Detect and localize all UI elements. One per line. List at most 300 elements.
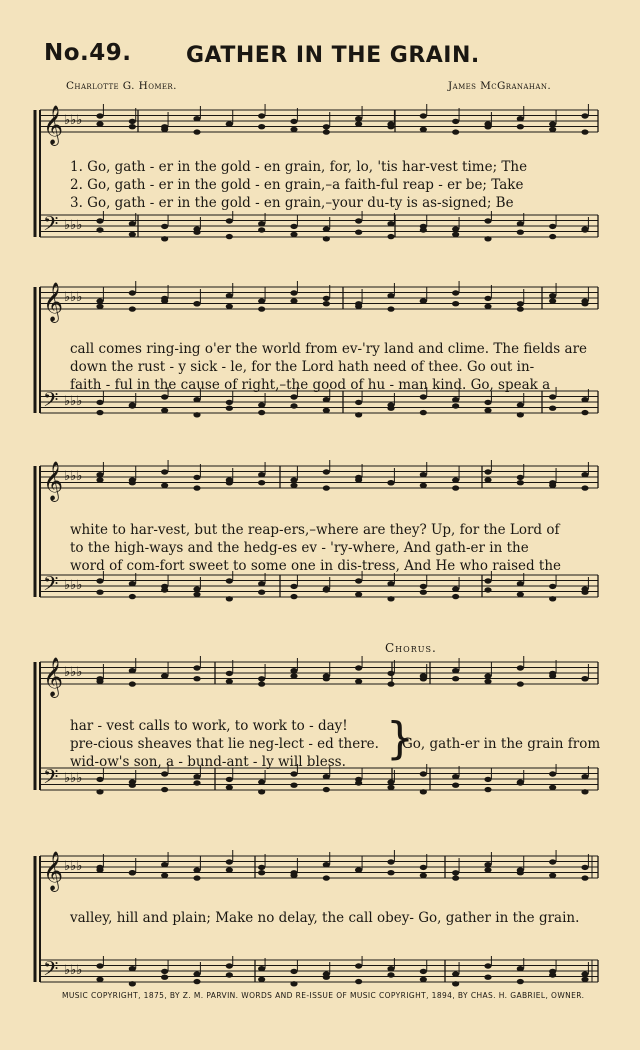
notehead <box>549 127 556 132</box>
notehead <box>387 406 394 411</box>
hymn-title: GATHER IN THE GRAIN. <box>186 43 480 68</box>
notehead <box>323 408 330 413</box>
notehead <box>581 865 588 870</box>
notehead <box>452 586 459 591</box>
notehead <box>484 296 491 301</box>
notehead <box>355 665 362 670</box>
notehead <box>452 594 459 599</box>
notehead <box>129 480 136 485</box>
notehead <box>193 475 200 480</box>
notehead <box>129 306 136 311</box>
notehead <box>193 301 200 306</box>
notehead <box>387 785 394 790</box>
notehead <box>96 298 103 303</box>
notehead <box>161 408 168 413</box>
notehead <box>161 787 168 792</box>
notehead <box>129 783 136 788</box>
notehead <box>581 676 588 681</box>
notehead <box>484 867 491 872</box>
notehead <box>193 665 200 670</box>
notehead <box>290 969 297 974</box>
bass-clef: 𝄢 <box>43 572 59 600</box>
notehead <box>290 224 297 229</box>
notehead <box>517 116 524 121</box>
notehead <box>549 771 556 776</box>
notehead <box>258 410 265 415</box>
notehead <box>96 578 103 583</box>
notehead <box>484 236 491 241</box>
notehead <box>452 981 459 986</box>
notehead <box>517 412 524 417</box>
notehead <box>517 230 524 235</box>
notehead <box>258 865 265 870</box>
notehead <box>420 127 427 132</box>
notehead <box>290 783 297 788</box>
notehead <box>96 472 103 477</box>
lyric-line: call comes ring-ing o'er the world from ev-'ry land and clime. The fields are <box>70 341 588 357</box>
bass-clef: 𝄢 <box>43 212 59 240</box>
key-signature: ♭♭♭ <box>64 665 83 680</box>
notehead <box>96 867 103 872</box>
notehead <box>420 673 427 678</box>
lyric-line: har - vest calls to work, to work to - day! <box>70 718 348 734</box>
notehead <box>549 224 556 229</box>
notehead <box>226 867 233 872</box>
lyric-line: down the rust - y sick - le, for the Lord hath need of thee. Go out in- <box>70 359 535 375</box>
notehead <box>517 402 524 407</box>
notehead <box>484 787 491 792</box>
verse-brace: } <box>386 713 414 764</box>
notehead <box>355 230 362 235</box>
notehead <box>226 406 233 411</box>
lyric-line: white to har-vest, but the reap-ers,–where are they? Up, for the Lord of <box>70 522 560 538</box>
notehead <box>129 870 136 875</box>
notehead <box>226 304 233 309</box>
author-credit: Charlotte G. Homer. <box>66 80 177 92</box>
notehead <box>258 227 265 232</box>
notehead <box>258 221 265 226</box>
notehead <box>96 113 103 118</box>
notehead <box>193 971 200 976</box>
notehead <box>258 402 265 407</box>
treble-clef: 𝄞 <box>43 461 64 501</box>
notehead <box>290 981 297 986</box>
notehead <box>193 780 200 785</box>
notehead <box>193 129 200 134</box>
notehead <box>258 789 265 794</box>
notehead <box>517 592 524 597</box>
notehead <box>420 590 427 595</box>
key-signature: ♭♭♭ <box>64 963 83 978</box>
notehead <box>290 584 297 589</box>
lyric-line: to the high-ways and the hedg-es ev - 'ry-where, And gath-er in the <box>70 540 529 556</box>
notehead <box>355 412 362 417</box>
notehead <box>581 971 588 976</box>
notehead <box>581 977 588 982</box>
notehead <box>96 777 103 782</box>
notehead <box>129 290 136 295</box>
treble-clef: 𝄞 <box>43 851 64 891</box>
notehead <box>420 771 427 776</box>
notehead <box>161 975 168 980</box>
notehead <box>420 410 427 415</box>
notehead <box>549 873 556 878</box>
notehead <box>355 304 362 309</box>
notehead <box>161 673 168 678</box>
notehead <box>323 236 330 241</box>
notehead <box>452 226 459 231</box>
notehead <box>193 867 200 872</box>
notehead <box>193 676 200 681</box>
notehead <box>161 298 168 303</box>
notehead <box>420 865 427 870</box>
notehead <box>290 403 297 408</box>
notehead <box>452 397 459 402</box>
notehead <box>129 594 136 599</box>
notehead <box>226 234 233 239</box>
notehead <box>581 129 588 134</box>
notehead <box>323 862 330 867</box>
notehead <box>387 870 394 875</box>
key-signature: ♭♭♭ <box>64 771 83 786</box>
notehead <box>452 290 459 295</box>
notehead <box>96 218 103 223</box>
notehead <box>96 400 103 405</box>
notehead <box>484 578 491 583</box>
notehead <box>452 119 459 124</box>
notehead <box>387 124 394 129</box>
notehead <box>226 293 233 298</box>
notehead <box>129 403 136 408</box>
hymn-number: No.49. <box>44 40 132 66</box>
notehead <box>258 676 265 681</box>
notehead <box>581 472 588 477</box>
notehead <box>355 578 362 583</box>
notehead <box>96 789 103 794</box>
notehead <box>323 469 330 474</box>
notehead <box>517 979 524 984</box>
notehead <box>517 581 524 586</box>
notehead <box>452 971 459 976</box>
notehead <box>420 472 427 477</box>
notehead <box>355 400 362 405</box>
notehead <box>549 972 556 977</box>
notehead <box>484 469 491 474</box>
notehead <box>581 113 588 118</box>
notehead <box>96 963 103 968</box>
notehead <box>387 306 394 311</box>
notehead <box>484 121 491 126</box>
notehead <box>161 483 168 488</box>
notehead <box>129 681 136 686</box>
notehead <box>484 963 491 968</box>
notehead <box>290 771 297 776</box>
notehead <box>355 116 362 121</box>
lyric-line: 1. Go, gath - er in the gold - en grain, for, lo, 'tis har-vest time; The <box>70 159 528 175</box>
notehead <box>161 862 168 867</box>
notehead <box>258 472 265 477</box>
notehead <box>581 875 588 880</box>
notehead <box>517 966 524 971</box>
notehead <box>96 121 103 126</box>
notehead <box>226 859 233 864</box>
notehead <box>420 873 427 878</box>
notehead <box>581 301 588 306</box>
notehead <box>323 676 330 681</box>
notehead <box>517 124 524 129</box>
notehead <box>290 477 297 482</box>
notehead <box>387 596 394 601</box>
notehead <box>581 227 588 232</box>
notehead <box>387 779 394 784</box>
notehead <box>420 394 427 399</box>
notehead <box>258 306 265 311</box>
notehead <box>129 981 136 986</box>
notehead <box>484 477 491 482</box>
notehead <box>517 301 524 306</box>
lyric-line: pre-cious sheaves that lie neg-lect - ed there. <box>70 736 379 752</box>
notehead <box>290 873 297 878</box>
notehead <box>258 124 265 129</box>
notehead <box>387 859 394 864</box>
lyric-line: wid-ow's son, a - bund-ant - ly will bless. <box>70 754 346 770</box>
notehead <box>355 679 362 684</box>
notehead <box>581 397 588 402</box>
notehead <box>161 771 168 776</box>
notehead <box>581 590 588 595</box>
notehead <box>484 408 491 413</box>
chorus-lyric: Go, gath-er in the grain from <box>402 736 601 752</box>
notehead <box>226 972 233 977</box>
notehead <box>420 298 427 303</box>
key-signature: ♭♭♭ <box>64 394 83 409</box>
lyric-line: faith - ful in the cause of right,–the good of hu - man kind. Go, speak a <box>70 377 551 393</box>
notehead <box>96 679 103 684</box>
notehead <box>129 119 136 124</box>
notehead <box>161 587 168 592</box>
notehead <box>96 590 103 595</box>
notehead <box>161 127 168 132</box>
notehead <box>420 483 427 488</box>
notehead <box>549 673 556 678</box>
notehead <box>549 584 556 589</box>
notehead <box>420 113 427 118</box>
notehead <box>226 671 233 676</box>
composer-credit: James McGranahan. <box>448 80 552 92</box>
notehead <box>226 785 233 790</box>
lyric-line: 3. Go, gath - er in the gold - en grain,–your du-ty is as-signed; Be <box>70 195 514 211</box>
lyric-line: word of com-fort sweet to some one in dis-tress, And He who raised the <box>70 558 562 574</box>
notehead <box>193 979 200 984</box>
notehead <box>452 875 459 880</box>
notehead <box>387 221 394 226</box>
notehead <box>581 774 588 779</box>
notehead <box>161 469 168 474</box>
notehead <box>226 121 233 126</box>
notehead <box>549 298 556 303</box>
notehead <box>193 875 200 880</box>
notehead <box>420 227 427 232</box>
notehead <box>323 787 330 792</box>
notehead <box>290 394 297 399</box>
notehead <box>323 774 330 779</box>
notehead <box>452 870 459 875</box>
notehead <box>96 410 103 415</box>
notehead <box>129 221 136 226</box>
notehead <box>290 668 297 673</box>
key-signature: ♭♭♭ <box>64 578 83 593</box>
notehead <box>549 859 556 864</box>
notehead <box>420 969 427 974</box>
notehead <box>517 221 524 226</box>
notehead <box>549 394 556 399</box>
notehead <box>258 480 265 485</box>
notehead <box>517 665 524 670</box>
notehead <box>517 480 524 485</box>
notehead <box>161 394 168 399</box>
notehead <box>226 596 233 601</box>
notehead <box>290 298 297 303</box>
notehead <box>193 397 200 402</box>
notehead <box>355 121 362 126</box>
notehead <box>193 116 200 121</box>
lyric-line: 2. Go, gath - er in the gold - en grain,–a faith-ful reap - er be; Take <box>70 177 524 193</box>
notehead <box>290 119 297 124</box>
lyric-line: valley, hill and plain; Make no delay, the call obey- Go, gather in the grain. <box>70 910 580 926</box>
notehead <box>484 304 491 309</box>
notehead <box>452 301 459 306</box>
notehead <box>193 485 200 490</box>
notehead <box>452 668 459 673</box>
notehead <box>484 400 491 405</box>
notehead <box>226 777 233 782</box>
notehead <box>517 475 524 480</box>
notehead <box>355 963 362 968</box>
notehead <box>323 587 330 592</box>
notehead <box>161 969 168 974</box>
key-signature: ♭♭♭ <box>64 113 83 128</box>
notehead <box>290 232 297 237</box>
notehead <box>420 789 427 794</box>
notehead <box>387 966 394 971</box>
notehead <box>420 977 427 982</box>
notehead <box>387 480 394 485</box>
notehead <box>355 979 362 984</box>
notehead <box>581 789 588 794</box>
notehead <box>581 485 588 490</box>
notehead <box>355 477 362 482</box>
notehead <box>355 867 362 872</box>
notehead <box>290 594 297 599</box>
notehead <box>484 673 491 678</box>
notehead <box>226 400 233 405</box>
notehead <box>323 975 330 980</box>
notehead <box>387 581 394 586</box>
notehead <box>323 129 330 134</box>
notehead <box>129 232 136 237</box>
notehead <box>129 124 136 129</box>
treble-clef: 𝄞 <box>43 282 64 322</box>
notehead <box>193 412 200 417</box>
notehead <box>193 592 200 597</box>
notehead <box>323 124 330 129</box>
notehead <box>96 477 103 482</box>
notehead <box>258 966 265 971</box>
notehead <box>129 668 136 673</box>
key-signature: ♭♭♭ <box>64 218 83 233</box>
notehead <box>452 485 459 490</box>
key-signature: ♭♭♭ <box>64 469 83 484</box>
key-signature: ♭♭♭ <box>64 859 83 874</box>
notehead <box>581 410 588 415</box>
notehead <box>258 298 265 303</box>
notehead <box>517 306 524 311</box>
notehead <box>387 671 394 676</box>
key-signature: ♭♭♭ <box>64 290 83 305</box>
notehead <box>387 293 394 298</box>
notehead <box>452 783 459 788</box>
chorus-label: Chorus. <box>385 641 437 655</box>
treble-clef: 𝄞 <box>43 657 64 697</box>
notehead <box>161 224 168 229</box>
notehead <box>517 681 524 686</box>
notehead <box>290 483 297 488</box>
notehead <box>323 875 330 880</box>
notehead <box>193 586 200 591</box>
notehead <box>258 113 265 118</box>
notehead <box>258 681 265 686</box>
notehead <box>484 862 491 867</box>
notehead <box>387 681 394 686</box>
notehead <box>323 296 330 301</box>
notehead <box>226 218 233 223</box>
notehead <box>452 232 459 237</box>
notehead <box>484 587 491 592</box>
notehead <box>484 218 491 223</box>
notehead <box>549 596 556 601</box>
notehead <box>517 870 524 875</box>
notehead <box>96 304 103 309</box>
notehead <box>258 590 265 595</box>
notehead <box>323 397 330 402</box>
notehead <box>323 226 330 231</box>
notehead <box>452 774 459 779</box>
notehead <box>452 477 459 482</box>
notehead <box>517 780 524 785</box>
bass-clef: 𝄢 <box>43 388 59 416</box>
notehead <box>258 581 265 586</box>
notehead <box>129 581 136 586</box>
notehead <box>387 234 394 239</box>
notehead <box>129 966 136 971</box>
notehead <box>96 227 103 232</box>
notehead <box>549 121 556 126</box>
notehead <box>323 301 330 306</box>
notehead <box>355 218 362 223</box>
notehead <box>323 485 330 490</box>
notehead <box>484 679 491 684</box>
notehead <box>549 293 556 298</box>
notehead <box>549 406 556 411</box>
notehead <box>420 584 427 589</box>
notehead <box>193 230 200 235</box>
bass-clef: 𝄢 <box>43 765 59 793</box>
notehead <box>452 676 459 681</box>
notehead <box>226 679 233 684</box>
treble-clef: 𝄞 <box>43 105 64 145</box>
notehead <box>549 785 556 790</box>
notehead <box>161 236 168 241</box>
